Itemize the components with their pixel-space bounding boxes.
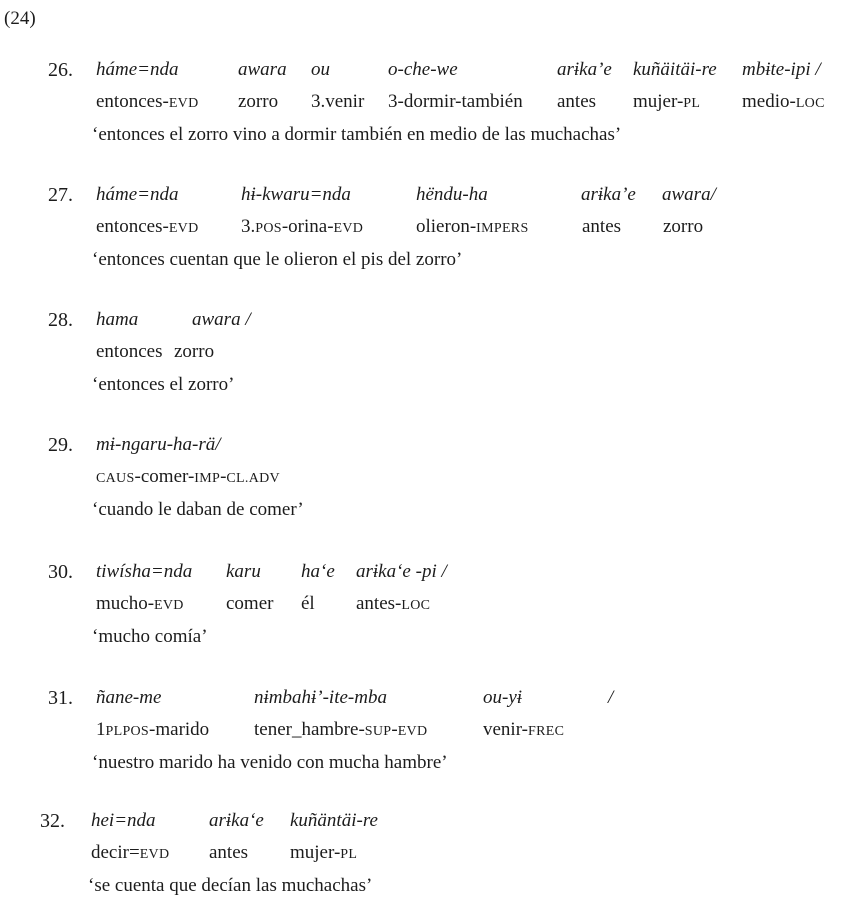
source-word: ñane-me <box>96 687 162 708</box>
gloss-word <box>290 843 357 862</box>
source-word: ou-yɨ <box>483 687 523 708</box>
gloss-word <box>96 92 199 111</box>
gloss-word <box>96 217 199 236</box>
gloss-text: -comer- <box>134 466 195 487</box>
gloss-text: mujer- <box>633 91 684 112</box>
gloss-abbreviation: POS <box>255 221 282 236</box>
gloss-text: 3-dormir-también <box>388 91 523 112</box>
gloss-word <box>388 92 523 111</box>
source-word: ha‘e <box>301 561 335 582</box>
source-word: háme=nda <box>96 184 179 205</box>
source-word: karu <box>226 561 261 582</box>
source-word: arɨka’e <box>581 184 636 205</box>
gloss-word <box>226 594 273 613</box>
gloss-word <box>301 594 315 613</box>
source-word: hama <box>96 309 139 330</box>
source-word: kuñäitäi-re <box>633 59 717 80</box>
gloss-word <box>742 92 825 111</box>
gloss-text: 3. <box>241 216 256 237</box>
gloss-word <box>633 92 700 111</box>
gloss-text: medio- <box>742 91 796 112</box>
source-word: arɨka‘e -pi / <box>356 561 447 582</box>
gloss-text: -marido <box>149 719 210 740</box>
gloss-abbreviation: EVD <box>139 847 170 862</box>
gloss-text: antes- <box>356 593 402 614</box>
gloss-text: mucho- <box>96 593 155 614</box>
source-word: awara/ <box>662 184 716 205</box>
source-word: hɨ-kwaru=nda <box>241 184 351 205</box>
source-word: mɨ-ngaru-ha-rä/ <box>96 434 221 455</box>
gloss-text: zorro <box>238 91 279 112</box>
source-word: mbɨte-ipi / <box>742 59 821 80</box>
source-word: ou <box>311 59 330 80</box>
gloss-text: mujer- <box>290 842 341 863</box>
gloss-text: olieron- <box>416 216 477 237</box>
free-translation: ‘se cuenta que decían las muchachas’ <box>88 875 373 896</box>
gloss-abbreviation: IMP <box>194 471 221 486</box>
source-word: hëndu-ha <box>416 184 488 205</box>
gloss-abbreviation: CL.ADV <box>226 471 280 486</box>
example-line-number: 30. <box>48 561 73 583</box>
gloss-abbreviation: EVD <box>168 221 199 236</box>
example-line-number: 32. <box>40 810 65 832</box>
gloss-word <box>254 720 427 739</box>
gloss-text: decir= <box>91 842 140 863</box>
gloss-word <box>96 720 209 739</box>
free-translation: ‘cuando le daban de comer’ <box>92 499 304 520</box>
free-translation: ‘entonces el zorro’ <box>92 374 235 395</box>
gloss-abbreviation: CAUS <box>96 471 135 486</box>
gloss-word <box>483 720 564 739</box>
source-word: / <box>608 687 614 708</box>
gloss-abbreviation: FREC <box>528 724 565 739</box>
gloss-text: - <box>391 719 398 740</box>
example-line-number: 31. <box>48 687 73 709</box>
source-word: háme=nda <box>96 59 179 80</box>
source-word: arɨka’e <box>557 59 612 80</box>
gloss-abbreviation: EVD <box>168 96 199 111</box>
source-word: awara <box>238 59 287 80</box>
gloss-word <box>557 92 596 111</box>
gloss-text: 3.venir <box>311 91 365 112</box>
gloss-text: antes <box>209 842 249 863</box>
example-line-number: 26. <box>48 59 73 81</box>
gloss-word <box>96 342 162 361</box>
source-word: kuñäntäi-re <box>290 810 378 831</box>
source-word: o-che-we <box>388 59 458 80</box>
gloss-abbreviation: PLPOS <box>105 724 150 739</box>
gloss-word <box>91 843 169 862</box>
gloss-abbreviation: LOC <box>401 598 431 613</box>
example-line-number: 28. <box>48 309 73 331</box>
gloss-word <box>663 217 703 236</box>
gloss-word <box>96 467 280 486</box>
gloss-abbreviation: EVD <box>333 221 364 236</box>
gloss-text: zorro <box>174 341 215 362</box>
gloss-text: venir- <box>483 719 528 740</box>
gloss-text: él <box>301 593 315 614</box>
free-translation: ‘nuestro marido ha venido con mucha hambre’ <box>92 752 448 773</box>
example-number: (24) <box>4 8 36 29</box>
gloss-abbreviation: LOC <box>795 96 825 111</box>
gloss-word <box>241 217 363 236</box>
example-line-number: 29. <box>48 434 73 456</box>
free-translation: ‘mucho comía’ <box>92 626 208 647</box>
gloss-abbreviation: IMPERS <box>476 221 529 236</box>
gloss-text: entonces <box>96 341 163 362</box>
gloss-text: entonces- <box>96 216 169 237</box>
gloss-word <box>238 92 278 111</box>
gloss-text: tener_hambre- <box>254 719 365 740</box>
gloss-word <box>582 217 621 236</box>
gloss-word <box>96 594 184 613</box>
gloss-abbreviation: EVD <box>154 598 184 613</box>
gloss-abbreviation: SUP <box>364 724 392 739</box>
gloss-word <box>174 342 214 361</box>
gloss-text: antes <box>557 91 597 112</box>
gloss-text: zorro <box>663 216 704 237</box>
source-word: awara / <box>192 309 251 330</box>
gloss-word <box>416 217 529 236</box>
free-translation: ‘entonces el zorro vino a dormir también en medio de las muchachas’ <box>92 124 622 145</box>
gloss-word <box>311 92 364 111</box>
example-line-number: 27. <box>48 184 73 206</box>
gloss-text: antes <box>582 216 622 237</box>
gloss-text: 1 <box>96 719 106 740</box>
source-word: nɨmbahɨ’-ite-mba <box>254 687 387 708</box>
gloss-text: comer <box>226 593 274 614</box>
free-translation: ‘entonces cuentan que le olieron el pis del zorro’ <box>92 249 463 270</box>
source-word: arɨka‘e <box>209 810 264 831</box>
gloss-text: entonces- <box>96 91 169 112</box>
gloss-word <box>209 843 248 862</box>
gloss-abbreviation: PL <box>683 96 701 111</box>
gloss-abbreviation: EVD <box>397 724 428 739</box>
source-word: tiwísha=nda <box>96 561 193 582</box>
gloss-text: - <box>220 466 227 487</box>
gloss-word <box>356 594 430 613</box>
gloss-abbreviation: PL <box>340 847 358 862</box>
gloss-text: -orina- <box>281 216 334 237</box>
source-word: hei=nda <box>91 810 156 831</box>
